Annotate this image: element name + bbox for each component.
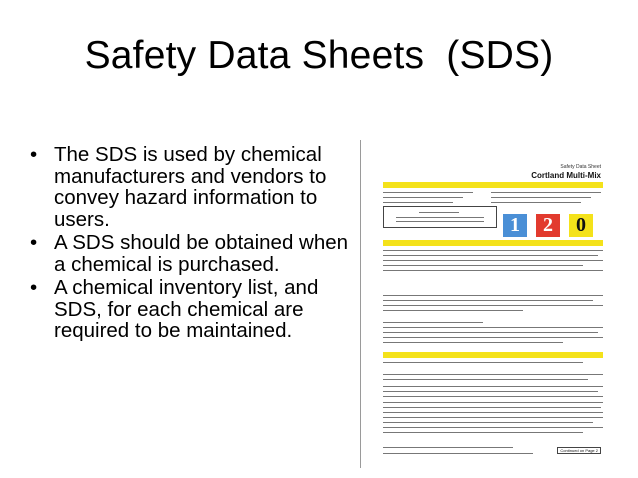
section-bar (383, 182, 603, 188)
fire-rating: 2 (536, 214, 560, 237)
sheet-header: Safety Data Sheet (560, 164, 601, 170)
bullet-text: A SDS should be obtained when a chemical is purchased. (54, 231, 349, 276)
health-rating: 1 (503, 214, 527, 237)
text-line (491, 197, 591, 198)
text-line (383, 202, 453, 203)
sheet-product-name: Cortland Multi-Mix (531, 171, 601, 180)
slide-title: Safety Data Sheets (SDS) (84, 34, 554, 77)
bullet-text: The SDS is used by chemical manufacturers and vendors to convey hazard information to users. (54, 143, 327, 231)
bullet-dot: • (30, 143, 38, 166)
bullet-text: A chemical inventory list, and SDS, for each chemical are required to be maintained. (54, 276, 319, 342)
section-bar (383, 240, 603, 246)
bullet-item (30, 144, 350, 230)
reactivity-rating: 0 (569, 214, 593, 237)
text-line (383, 192, 473, 193)
bullet-dot: • (30, 276, 38, 299)
text-line (383, 197, 463, 198)
text-line (491, 192, 601, 193)
continued-note: Continued on Page 2 (557, 447, 601, 454)
bullet-item (30, 277, 350, 342)
bullet-dot: • (30, 231, 38, 254)
warning-box (383, 206, 497, 228)
text-line (491, 202, 581, 203)
bullet-list (30, 144, 350, 344)
sds-sheet-image (360, 140, 609, 468)
section-bar (383, 352, 603, 358)
bullet-item (30, 232, 350, 275)
